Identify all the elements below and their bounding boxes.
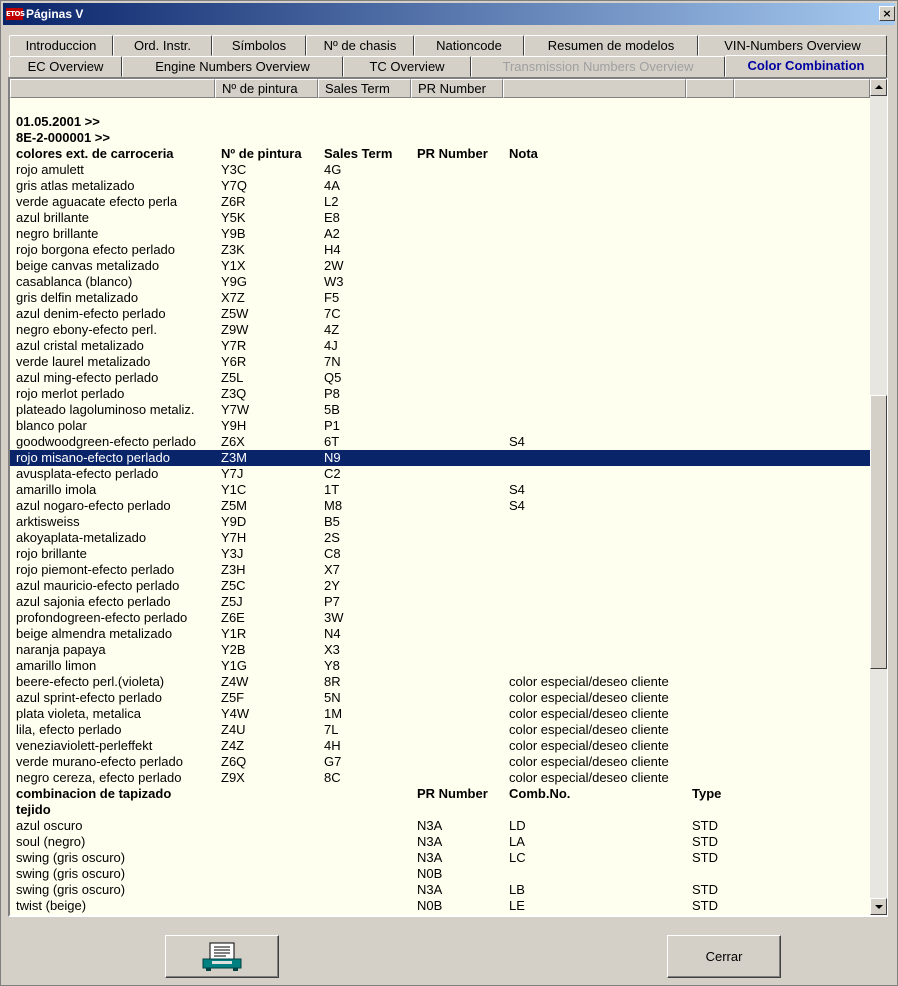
table-cell: H4 bbox=[324, 242, 341, 257]
table-row[interactable] bbox=[10, 690, 870, 706]
table-cell: verde murano-efecto perlado bbox=[16, 754, 183, 769]
tab-resumen-de-modelos[interactable]: Resumen de modelos bbox=[524, 35, 698, 56]
tab-introduccion[interactable]: Introduccion bbox=[9, 35, 113, 56]
print-button[interactable] bbox=[165, 935, 279, 978]
table-cell: plateado lagoluminoso metaliz. bbox=[16, 402, 195, 417]
table-cell: X7Z bbox=[221, 290, 245, 305]
table-cell: tejido bbox=[16, 802, 51, 817]
table-row[interactable] bbox=[10, 130, 870, 146]
table-cell: N3A bbox=[417, 882, 443, 897]
table-row[interactable] bbox=[10, 466, 870, 482]
table-cell: avusplata-efecto perlado bbox=[16, 466, 159, 481]
table-cell: Z3H bbox=[221, 562, 246, 577]
table-cell: N3A bbox=[417, 834, 443, 849]
table-cell: soul (negro) bbox=[16, 834, 86, 849]
table-cell: Y1C bbox=[221, 482, 247, 497]
table-cell: Y9G bbox=[221, 274, 248, 289]
column-header-sales-term[interactable]: Sales Term bbox=[318, 79, 411, 98]
table-cell: 3W bbox=[324, 610, 344, 625]
table-cell: 8C bbox=[324, 770, 341, 785]
table-cell: combinacion de tapizado bbox=[16, 786, 172, 801]
table-cell: 1T bbox=[324, 482, 340, 497]
table-cell: F5 bbox=[324, 290, 340, 305]
table-cell: STD bbox=[692, 850, 718, 865]
table-cell: E8 bbox=[324, 210, 340, 225]
table-cell: Y7R bbox=[221, 338, 247, 353]
tab-row-1 bbox=[9, 35, 887, 56]
table-cell: Q5 bbox=[324, 370, 342, 385]
table-cell: veneziaviolett-perleffekt bbox=[16, 738, 153, 753]
table-cell: goodwoodgreen-efecto perlado bbox=[16, 434, 196, 449]
table-cell: LD bbox=[509, 818, 526, 833]
table-cell: PR Number bbox=[417, 786, 488, 801]
table-cell: verde aguacate efecto perla bbox=[16, 194, 178, 209]
printer-icon bbox=[202, 942, 242, 972]
table-cell: N0B bbox=[417, 866, 443, 881]
table-cell: 2Y bbox=[324, 578, 340, 593]
arrow-down-icon bbox=[875, 905, 883, 909]
table-cell: negro ebony-efecto perl. bbox=[16, 322, 157, 337]
table-row[interactable] bbox=[10, 802, 870, 818]
table-cell: azul ming-efecto perlado bbox=[16, 370, 159, 385]
table-cell: 4Z bbox=[324, 322, 340, 337]
table-row[interactable] bbox=[10, 546, 870, 562]
table-cell: Y1G bbox=[221, 658, 248, 673]
table-row[interactable] bbox=[10, 434, 870, 450]
column-header-paint-number[interactable]: Nº de pintura bbox=[215, 79, 318, 98]
table-cell: 6T bbox=[324, 434, 340, 449]
table-cell: color especial/deseo cliente bbox=[509, 690, 669, 705]
column-header-description[interactable] bbox=[10, 79, 215, 98]
table-cell: rojo piemont-efecto perlado bbox=[16, 562, 175, 577]
table-cell: LC bbox=[509, 850, 526, 865]
table-cell: X3 bbox=[324, 642, 340, 657]
column-header-filler bbox=[734, 79, 870, 98]
table-row[interactable] bbox=[10, 594, 870, 610]
table-cell: color especial/deseo cliente bbox=[509, 706, 669, 721]
table-row[interactable] bbox=[10, 514, 870, 530]
table-cell: Z5M bbox=[221, 498, 247, 513]
table-row[interactable] bbox=[10, 674, 870, 690]
table-cell: Z3K bbox=[221, 242, 245, 257]
table-row[interactable] bbox=[10, 162, 870, 178]
table-cell: STD bbox=[692, 834, 718, 849]
table-cell: Z5L bbox=[221, 370, 244, 385]
table-cell: 8E-2-000001 >> bbox=[16, 130, 110, 145]
table-row[interactable] bbox=[10, 642, 870, 658]
table-cell: 4H bbox=[324, 738, 341, 753]
table-cell: M8 bbox=[324, 498, 343, 513]
table-cell: Type bbox=[692, 786, 722, 801]
title-bar[interactable] bbox=[3, 3, 895, 25]
table-cell: STD bbox=[692, 882, 718, 897]
tab-ord-instr[interactable]: Ord. Instr. bbox=[113, 35, 212, 56]
table-cell: 7N bbox=[324, 354, 341, 369]
table-row[interactable] bbox=[10, 722, 870, 738]
table-cell: N3A bbox=[417, 818, 443, 833]
table-cell: Z9W bbox=[221, 322, 249, 337]
table-row[interactable] bbox=[10, 322, 870, 338]
report-list[interactable] bbox=[10, 79, 870, 915]
table-cell: Z4W bbox=[221, 674, 249, 689]
table-row[interactable] bbox=[10, 658, 870, 674]
table-cell: 2S bbox=[324, 530, 340, 545]
table-row-selected[interactable] bbox=[10, 450, 870, 466]
table-cell: Sales Term bbox=[324, 146, 393, 161]
table-cell: Z5F bbox=[221, 690, 245, 705]
window-title: Páginas V bbox=[26, 7, 84, 21]
scrollbar-thumb[interactable] bbox=[870, 395, 887, 669]
table-cell: azul cristal metalizado bbox=[16, 338, 144, 353]
table-cell: Y9H bbox=[221, 418, 247, 433]
close-button[interactable]: Cerrar bbox=[667, 935, 781, 978]
table-cell: L2 bbox=[324, 194, 339, 209]
table-cell: color especial/deseo cliente bbox=[509, 738, 669, 753]
table-row[interactable] bbox=[10, 226, 870, 242]
table-row[interactable] bbox=[10, 258, 870, 274]
table-row[interactable] bbox=[10, 210, 870, 226]
table-cell: gris atlas metalizado bbox=[16, 178, 135, 193]
table-row[interactable] bbox=[10, 274, 870, 290]
table-row[interactable] bbox=[10, 786, 870, 802]
table-cell: rojo amulett bbox=[16, 162, 84, 177]
table-row[interactable] bbox=[10, 402, 870, 418]
scroll-up-button[interactable] bbox=[870, 79, 887, 96]
vertical-scrollbar[interactable] bbox=[870, 79, 887, 915]
tab-color-combination[interactable]: Color Combination bbox=[725, 55, 887, 78]
table-cell: rojo misano-efecto perlado bbox=[16, 450, 170, 465]
table-cell: azul denim-efecto perlado bbox=[16, 306, 166, 321]
table-cell: amarillo imola bbox=[16, 482, 97, 497]
table-cell: Y2B bbox=[221, 642, 246, 657]
table-row[interactable] bbox=[10, 354, 870, 370]
table-cell: gris delfin metalizado bbox=[16, 290, 139, 305]
table-cell: azul brillante bbox=[16, 210, 89, 225]
table-cell: azul mauricio-efecto perlado bbox=[16, 578, 180, 593]
table-cell: Comb.No. bbox=[509, 786, 571, 801]
table-cell: 8R bbox=[324, 674, 341, 689]
table-cell: Z5C bbox=[221, 578, 246, 593]
table-row[interactable] bbox=[10, 306, 870, 322]
table-row[interactable] bbox=[10, 770, 870, 786]
table-cell: 5B bbox=[324, 402, 340, 417]
table-cell: Z9X bbox=[221, 770, 245, 785]
table-cell: azul oscuro bbox=[16, 818, 83, 833]
table-cell: Y4W bbox=[221, 706, 250, 721]
table-row[interactable] bbox=[10, 626, 870, 642]
table-cell: Z4U bbox=[221, 722, 246, 737]
table-cell: Z6Q bbox=[221, 754, 247, 769]
table-cell: N0B bbox=[417, 898, 443, 913]
column-header-type[interactable] bbox=[686, 79, 734, 98]
table-cell: LE bbox=[509, 898, 525, 913]
table-cell: X7 bbox=[324, 562, 340, 577]
table-cell: B5 bbox=[324, 514, 340, 529]
table-row[interactable] bbox=[10, 834, 870, 850]
table-row[interactable] bbox=[10, 194, 870, 210]
table-cell: S4 bbox=[509, 482, 525, 497]
table-row[interactable] bbox=[10, 178, 870, 194]
table-cell: arktisweiss bbox=[16, 514, 80, 529]
tab-row-2 bbox=[9, 56, 887, 77]
table-cell: C2 bbox=[324, 466, 341, 481]
table-row[interactable] bbox=[10, 738, 870, 754]
table-cell: N3A bbox=[417, 850, 443, 865]
table-row[interactable] bbox=[10, 850, 870, 866]
table-cell: swing (gris oscuro) bbox=[16, 882, 126, 897]
table-row[interactable] bbox=[10, 610, 870, 626]
table-cell: C8 bbox=[324, 546, 341, 561]
table-cell: A2 bbox=[324, 226, 340, 241]
table-row[interactable] bbox=[10, 146, 870, 162]
tab-nationcode[interactable]: Nationcode bbox=[414, 35, 524, 56]
table-cell: 4G bbox=[324, 162, 342, 177]
table-row[interactable] bbox=[10, 114, 870, 130]
table-cell: P1 bbox=[324, 418, 340, 433]
table-cell: Z5J bbox=[221, 594, 243, 609]
table-row[interactable] bbox=[10, 562, 870, 578]
table-row[interactable] bbox=[10, 498, 870, 514]
table-cell: STD bbox=[692, 898, 718, 913]
table-cell: W3 bbox=[324, 274, 344, 289]
table-row[interactable] bbox=[10, 98, 870, 114]
table-cell: swing (gris oscuro) bbox=[16, 850, 126, 865]
table-cell: 7C bbox=[324, 306, 341, 321]
table-cell: negro brillante bbox=[16, 226, 99, 241]
table-cell: G7 bbox=[324, 754, 342, 769]
column-header-nota[interactable] bbox=[503, 79, 686, 98]
table-row[interactable] bbox=[10, 370, 870, 386]
table-cell: S4 bbox=[509, 498, 525, 513]
table-cell: color especial/deseo cliente bbox=[509, 770, 669, 785]
table-cell: Z5W bbox=[221, 306, 249, 321]
tab-simbolos[interactable]: Símbolos bbox=[212, 35, 306, 56]
table-cell: rojo brillante bbox=[16, 546, 87, 561]
table-cell: naranja papaya bbox=[16, 642, 106, 657]
table-cell: Y7W bbox=[221, 402, 250, 417]
table-cell: STD bbox=[692, 818, 718, 833]
table-cell: Z3M bbox=[221, 450, 247, 465]
tab-numero-de-chasis[interactable]: Nº de chasis bbox=[306, 35, 414, 56]
table-cell: swing (gris oscuro) bbox=[16, 866, 126, 881]
table-cell: beere-efecto perl.(violeta) bbox=[16, 674, 165, 689]
table-cell: azul nogaro-efecto perlado bbox=[16, 498, 171, 513]
table-cell: 2W bbox=[324, 258, 344, 273]
table-cell: plata violeta, metalica bbox=[16, 706, 142, 721]
table-cell: P7 bbox=[324, 594, 340, 609]
table-cell: verde laurel metalizado bbox=[16, 354, 151, 369]
tab-vin-numbers-overview[interactable]: VIN-Numbers Overview bbox=[698, 35, 887, 56]
table-cell: 4A bbox=[324, 178, 340, 193]
table-cell: Y9B bbox=[221, 226, 246, 241]
table-cell: casablanca (blanco) bbox=[16, 274, 133, 289]
table-cell: blanco polar bbox=[16, 418, 87, 433]
table-cell: negro cereza, efecto perlado bbox=[16, 770, 182, 785]
table-cell: S4 bbox=[509, 434, 525, 449]
table-row[interactable] bbox=[10, 706, 870, 722]
table-cell: color especial/deseo cliente bbox=[509, 722, 669, 737]
tab-tc-overview[interactable]: TC Overview bbox=[343, 56, 471, 77]
table-cell: LB bbox=[509, 882, 525, 897]
tab-transmission-numbers-overview: Transmission Numbers Overview bbox=[471, 56, 725, 77]
table-row[interactable] bbox=[10, 578, 870, 594]
table-cell: 5N bbox=[324, 690, 341, 705]
table-row[interactable] bbox=[10, 866, 870, 882]
column-header bbox=[10, 79, 870, 98]
tab-engine-numbers-overview[interactable]: Engine Numbers Overview bbox=[122, 56, 343, 77]
table-cell: P8 bbox=[324, 386, 340, 401]
table-cell: Nota bbox=[509, 146, 538, 161]
table-cell: Y5K bbox=[221, 210, 246, 225]
table-cell: Y8 bbox=[324, 658, 340, 673]
table-cell: amarillo limon bbox=[16, 658, 97, 673]
table-row[interactable] bbox=[10, 754, 870, 770]
table-row[interactable] bbox=[10, 418, 870, 434]
table-cell: Z3Q bbox=[221, 386, 247, 401]
table-row[interactable] bbox=[10, 530, 870, 546]
table-cell: color especial/deseo cliente bbox=[509, 674, 669, 689]
table-cell: colores ext. de carroceria bbox=[16, 146, 174, 161]
column-header-pr-number[interactable]: PR Number bbox=[411, 79, 503, 98]
table-cell: beige almendra metalizado bbox=[16, 626, 173, 641]
table-cell: 1M bbox=[324, 706, 343, 721]
scroll-down-button[interactable] bbox=[870, 898, 887, 915]
table-cell: profondogreen-efecto perlado bbox=[16, 610, 188, 625]
table-cell: Y7Q bbox=[221, 178, 248, 193]
table-cell: Y7J bbox=[221, 466, 244, 481]
table-row[interactable] bbox=[10, 882, 870, 898]
table-cell: PR Number bbox=[417, 146, 488, 161]
table-cell: N9 bbox=[324, 450, 341, 465]
table-cell: rojo merlot perlado bbox=[16, 386, 125, 401]
table-row[interactable] bbox=[10, 898, 870, 914]
table-cell: 01.05.2001 >> bbox=[16, 114, 100, 129]
table-row[interactable] bbox=[10, 818, 870, 834]
table-cell: azul sprint-efecto perlado bbox=[16, 690, 162, 705]
table-cell: rojo borgona efecto perlado bbox=[16, 242, 176, 257]
table-row[interactable] bbox=[10, 338, 870, 354]
table-cell: N4 bbox=[324, 626, 341, 641]
table-cell: akoyaplata-metalizado bbox=[16, 530, 147, 545]
table-cell: Y9D bbox=[221, 514, 247, 529]
table-cell: 7L bbox=[324, 722, 339, 737]
table-cell: Y1R bbox=[221, 626, 247, 641]
table-cell: color especial/deseo cliente bbox=[509, 754, 669, 769]
table-cell: azul sajonia efecto perlado bbox=[16, 594, 171, 609]
table-cell: Nº de pintura bbox=[221, 146, 302, 161]
table-row[interactable] bbox=[10, 386, 870, 402]
table-cell: Z6E bbox=[221, 610, 245, 625]
app-logo-icon: ETOS bbox=[6, 10, 25, 18]
table-cell: Y6R bbox=[221, 354, 247, 369]
table-cell: Z6R bbox=[221, 194, 246, 209]
table-cell: beige canvas metalizado bbox=[16, 258, 160, 273]
table-cell: 4J bbox=[324, 338, 338, 353]
table-cell: Y1X bbox=[221, 258, 246, 273]
table-row[interactable] bbox=[10, 242, 870, 258]
close-window-button[interactable]: × bbox=[879, 6, 895, 21]
table-cell: Y3J bbox=[221, 546, 244, 561]
table-cell: Y3C bbox=[221, 162, 247, 177]
table-cell: lila, efecto perlado bbox=[16, 722, 122, 737]
table-cell: Z6X bbox=[221, 434, 245, 449]
table-cell: twist (beige) bbox=[16, 898, 87, 913]
table-row[interactable] bbox=[10, 290, 870, 306]
table-cell: LA bbox=[509, 834, 525, 849]
table-row[interactable] bbox=[10, 482, 870, 498]
table-cell: Z4Z bbox=[221, 738, 245, 753]
tab-ec-overview[interactable]: EC Overview bbox=[9, 56, 122, 77]
table-cell: Y7H bbox=[221, 530, 247, 545]
arrow-up-icon bbox=[875, 85, 883, 89]
